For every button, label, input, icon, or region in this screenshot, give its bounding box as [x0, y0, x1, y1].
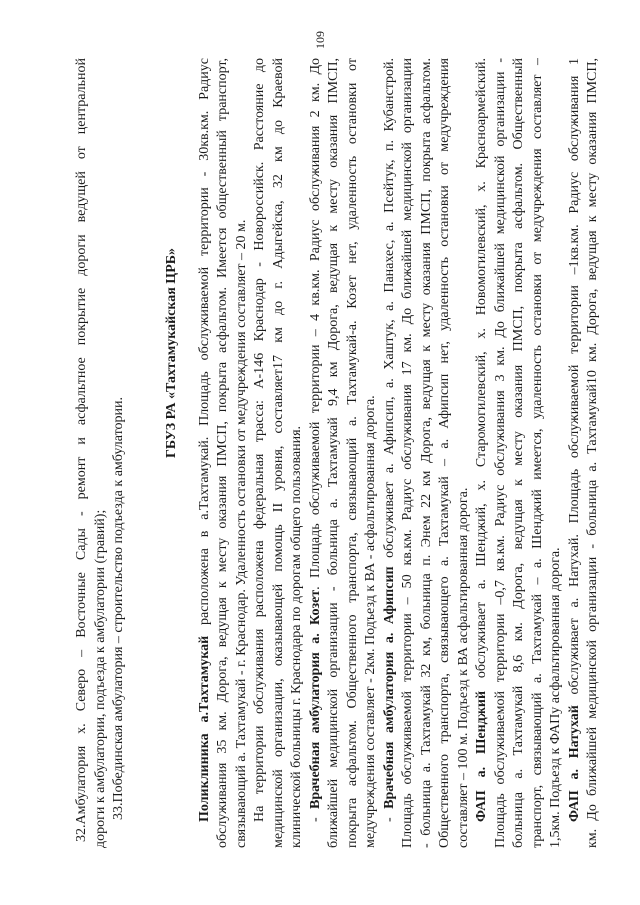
- paragraph-line: обслуживания 35 км. Дорога, ведущая к месту оказания ПМСП, покрыта асфальтом. Имеется общественный транспорт,: [215, 58, 230, 848]
- paragraph-line: км. До ближайшей медицинской организации - больница а. Тахтамукай10 км. Дорога, ведущая к месту оказания ПМСП,: [585, 58, 600, 848]
- list-item-line: дороги к амбулатории, подъезда к амбулатории (гравий);: [92, 509, 108, 848]
- paragraph-line: медучреждения составляет - 2км. Подъезд к ВА - асфальтированная дорога.: [363, 395, 378, 848]
- paragraph-line: больница а. Тахтамукай 8,6 км. Дорога, ведущая к месту оказания ПМСП, покрыта асфальтом. Общественный: [511, 58, 526, 848]
- paragraph-line: [307, 58, 326, 848]
- paragraph-text: обслуживает а. Шенджий, х. Старомогилевский, х. Новомогилевский, х. Красноармейский.: [474, 58, 489, 691]
- paragraph-line: [473, 58, 492, 848]
- document-text-block: [73, 58, 603, 848]
- list-item-line: 33.Побединская амбулатория – строительство подъезда к амбулатории.: [111, 397, 126, 820]
- page-number: 109: [313, 31, 327, 49]
- paragraph-line: транспорт, связывающий а. Тахтамукай – а. Шенджий имеется, удаленность остановки от медучреждения составляет –: [529, 58, 545, 848]
- paragraph-line: Общественного транспорта, связывающего а. Тахтамукай – а. Афипсип нет, удаленность остановки от медучреждения: [437, 58, 452, 848]
- list-item-line: 32.Амбулатория х. Северо – Восточные Сады - ремонт и асфальтное покрытие дороги ведущей от центральной: [74, 58, 89, 842]
- paragraph-line: составляет – 100 м. Подъезд к ВА асфальтированная дорога.: [455, 487, 471, 848]
- paragraph-line: Площадь обслуживаемой территории –0,7 кв.км. Радиус обслуживания 3 км. До ближайшей медицинской организации -: [492, 58, 508, 848]
- paragraph-text: . Площадь обслуживаемой территории – 4 кв.км. Радиус обслуживания 2 км. До: [307, 58, 323, 590]
- paragraph-text: обслуживает а. Афипсип, а. Хаштук, а. Панахес, а. Псейтук, п. Кубанстрой.: [381, 58, 397, 567]
- paragraph-title: Врачебная амбулатория а. Афипсип: [381, 566, 397, 809]
- paragraph-lead: -: [307, 809, 323, 822]
- paragraph-line: связывающий а. Тахтамукай - г. Краснодар. Удаленность остановки от медучреждения составляет – 20 м.: [233, 219, 249, 848]
- paragraph-line: покрыта асфальтом. Общественного транспорта, связывающий а. Тахтамукай-а. Козет нет, удаленность остановки от: [344, 58, 360, 848]
- paragraph-title: Поликлиника а.Тахтамукай: [196, 635, 212, 822]
- paragraph-title: Врачебная амбулатория а. Козет: [307, 589, 323, 810]
- paragraph-title: ФАП а. Шенджий: [474, 690, 489, 822]
- paragraph-line: Площадь обслуживаемой территории – 50 кв.км. Радиус обслуживания 17 км. До ближайшей медицинской организации: [400, 58, 415, 848]
- paragraph-line: клинической больницы г. Краснодара по дорогам общего пользования.: [289, 425, 304, 848]
- paragraph-line: медицинской организации, оказывающей помощь II уровня, составляет17 км до г. Адыгейска, 32 км до Краевой: [270, 58, 286, 848]
- paragraph-line: [566, 58, 585, 848]
- paragraph-line: - больница а. Тахтамукай 32 км, больница п. Энем 22 км Дорога, ведущая к месту оказания ПМСП, покрыта асфальтом.: [418, 58, 434, 848]
- section-heading: ГБУЗ РА «Тахтамукайская ЦРБ»: [163, 247, 179, 458]
- paragraph-line: [381, 58, 400, 848]
- paragraph-lead: -: [381, 808, 397, 822]
- paragraph-text: расположена в а.Тахтамукай. Площадь обслуживаемой территории - 30кв.км. Радиус: [196, 58, 212, 636]
- paragraph-line: ближайшей медицинской организации - больница а. Тахтамукай 9,4 км Дорога, ведущая к месту оказания ПМСП,: [326, 58, 341, 848]
- paragraph-line: 1,5км. Подъезд к ФАПу асфальтированная дорога.: [548, 547, 563, 848]
- paragraph-text: обслуживает а. Натухай. Площадь обслуживаемой территории –1кв.км. Радиус обслуживания 1: [566, 58, 582, 706]
- paragraph-title: ФАП а. Натухай: [566, 705, 582, 822]
- paragraph-line: [196, 58, 215, 848]
- paragraph-line: На территории обслуживания расположена федеральная трасса: А-146 Краснодар - Новороссийск. Расстояние до: [252, 58, 267, 822]
